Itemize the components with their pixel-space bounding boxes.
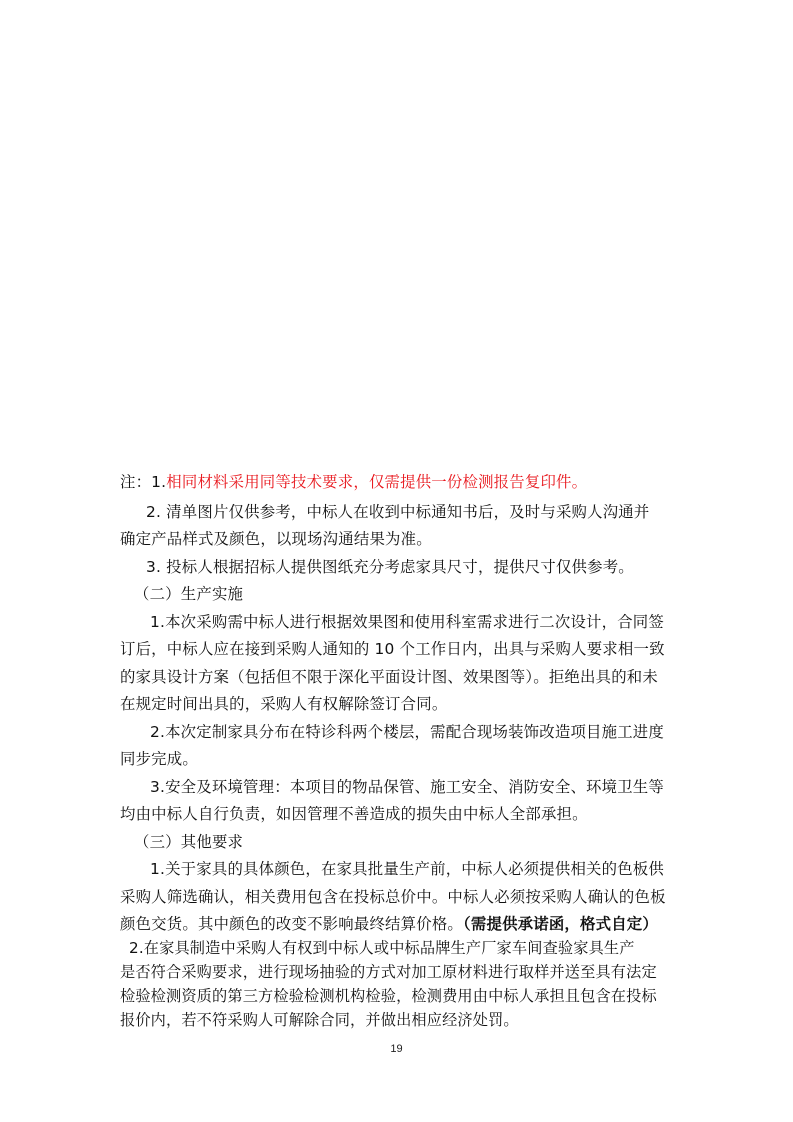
section-3-p2-line-4: 报价内，若不符采购人可解除合同，并做出相应经济处罚。 <box>120 1011 519 1029</box>
note-line-1 <box>120 472 680 492</box>
section-2-p2-line-1: 2.本次定制家具分布在特诊科两个楼层，需配合现场装饰改造项目施工进度 <box>150 723 664 741</box>
page-number: 19 <box>390 1043 403 1055</box>
section-3-p2-line-3: 检验检测资质的第三方检验检测机构检验，检测费用由中标人承担且包含在投标 <box>120 987 657 1005</box>
note-highlight: 相同材料采用同等技术要求，仅需提供一份检测报告复印件。 <box>166 473 588 491</box>
section-2-p3-line-1: 3.安全及环境管理：本项目的物品保管、施工安全、消防安全、环境卫生等 <box>150 778 664 796</box>
section-2-p1-line-4: 在规定时间出具的，采购人有权解除签订合同。 <box>120 695 448 713</box>
note-item-2-line-2: 确定产品样式及颜色，以现场沟通结果为准。 <box>120 530 432 548</box>
note-item-2-line-1: 2. 清单图片仅供参考，中标人在收到中标通知书后，及时与采购人沟通并 <box>146 503 650 521</box>
section-3-heading: （三）其他要求 <box>134 833 244 851</box>
section-2-p2-line-2: 同步完成。 <box>120 750 198 768</box>
section-3-p2-line-1: 2.在家具制造中采购人有权到中标人或中标品牌生产厂家车间查验家具生产 <box>129 939 635 957</box>
section-2-p1-line-2: 订后，中标人应在接到采购人通知的 10 个工作日内，出具与采购人要求相一致 <box>120 640 665 658</box>
note-label: 注：1. <box>120 473 167 491</box>
section-3-p1-line-2: 采购人筛选确认，相关费用包含在投标总价中。中标人必须按采购人确认的色板 <box>120 888 666 906</box>
note-item-3: 3. 投标人根据招标人提供图纸充分考虑家具尺寸，提供尺寸仅供参考。 <box>146 558 634 576</box>
section-2-p1-line-1: 1.本次采购需中标人进行根据效果图和使用科室需求进行二次设计，合同签 <box>150 613 664 631</box>
section-3-p2-line-2: 是否符合采购要求，进行现场抽验的方式对加工原材料进行取样并送至具有法定 <box>120 963 657 981</box>
section-2-p3-line-2: 均由中标人自行负责，如因管理不善造成的损失由中标人全部承担。 <box>120 805 588 823</box>
section-3-p1-text: 颜色交货。其中颜色的改变不影响最终结算价格。 <box>120 915 463 933</box>
section-3-p1-line-1: 1.关于家具的具体颜色，在家具批量生产前，中标人必须提供相关的色板供 <box>150 860 664 878</box>
section-3-p1-line-3 <box>120 914 680 934</box>
section-2-heading: （二）生产实施 <box>134 585 244 603</box>
commitment-letter-note: （需提供承诺函，格式自定） <box>463 915 658 933</box>
section-2-p1-line-3: 的家具设计方案（包括但不限于深化平面设计图、效果图等）。拒绝出具的和未 <box>120 668 658 686</box>
